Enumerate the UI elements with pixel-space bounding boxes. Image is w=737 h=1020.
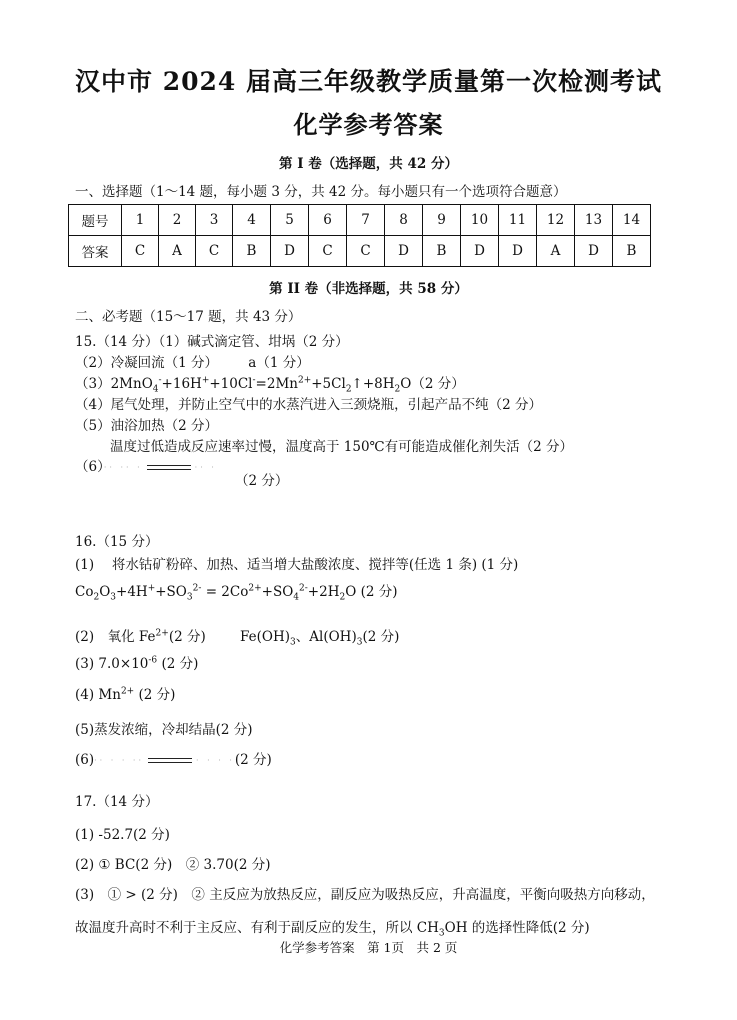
q15-line-1: 15.（14 分）（1）碱式滴定管、坩埚（2 分） bbox=[75, 334, 349, 350]
table-cell: 4 bbox=[233, 205, 271, 236]
table-cell: C bbox=[347, 236, 385, 267]
table-cell: 1 bbox=[122, 205, 159, 236]
part2-instruction: 二、必考题（15～17 题，共 43 分） bbox=[75, 309, 302, 325]
answer-table bbox=[68, 204, 651, 267]
q15-line-2b: a（1 分） bbox=[248, 355, 310, 371]
q15-line-6-score: （2 分） bbox=[235, 473, 289, 489]
table-cell: D bbox=[499, 236, 537, 267]
q15-line-6: （6）·· ·· · ·· · bbox=[75, 459, 217, 475]
table-cell: C bbox=[309, 236, 347, 267]
equilibrium-equals-icon bbox=[148, 758, 192, 764]
q16-line-4: (4) $Mn^{2+}$ (2 分) bbox=[75, 686, 176, 703]
table-cell: 14 bbox=[613, 205, 651, 236]
table-cell: 9 bbox=[423, 205, 461, 236]
table-cell: 13 bbox=[575, 205, 613, 236]
table-cell: 10 bbox=[461, 205, 499, 236]
faint-equation-image: ·· · · ·· bbox=[94, 756, 145, 765]
q15-line-4: （4）尾气处理，并防止空气中的水蒸汽进入三颈烧瓶，引起产品不纯（2 分） bbox=[75, 397, 542, 413]
table-cell: 7 bbox=[347, 205, 385, 236]
q15-line-5: （5）油浴加热（2 分） bbox=[75, 418, 218, 434]
table-cell: 11 bbox=[499, 205, 537, 236]
equilibrium-equals-icon bbox=[147, 465, 191, 471]
q16-line-5: (5)蒸发浓缩，冷却结晶(2 分) bbox=[75, 722, 253, 738]
table-cell: 8 bbox=[385, 205, 423, 236]
table-cell: 6 bbox=[309, 205, 347, 236]
table-row-label: 答案 bbox=[69, 236, 122, 267]
part1-instruction: 一、选择题（1～14 题，每小题 3 分，共 42 分。每小题只有一个选项符合题意） bbox=[75, 184, 567, 200]
table-cell: D bbox=[575, 236, 613, 267]
table-row-numbers bbox=[69, 205, 651, 236]
table-cell: A bbox=[537, 236, 575, 267]
q15-line-2a: （2）冷凝回流（1 分） bbox=[75, 355, 218, 371]
q16-line-3: (3) $7.0\times 10^{-6}$ (2 分) bbox=[75, 655, 199, 672]
table-cell: B bbox=[423, 236, 461, 267]
q15-line-3: $(3)2MnO_4^-+16H^++10Cl^-=2Mn^{2+}+5Cl_2↑+8H_2O(2$ 分） bbox=[75, 375, 465, 395]
q16-title: 16.（15 分） bbox=[75, 534, 159, 550]
q15-line-5b: 温度过低造成反应速率过慢，温度高于 150℃有可能造成催化剂失活（2 分） bbox=[110, 439, 574, 455]
faint-equation-image: ·· ·· · bbox=[103, 463, 143, 472]
table-cell: 3 bbox=[196, 205, 233, 236]
table-cell: D bbox=[385, 236, 423, 267]
table-cell: D bbox=[271, 236, 309, 267]
table-cell: C bbox=[196, 236, 233, 267]
part2-heading: 第 II 卷（非选择题，共 58 分） bbox=[269, 281, 468, 297]
q17-line-3: (3) ① > (2 分) ② 主反应为放热反应，副反应为吸热反应，升高温度，平衡向吸热方向移动， bbox=[75, 887, 655, 903]
q17-line-4: 故温度升高时不利于主反应、有利于副反应的发生，所以 $CH_3OH$ 的选择性降低(2 分) bbox=[75, 920, 590, 939]
table-cell: A bbox=[159, 236, 196, 267]
table-row-label: 题号 bbox=[69, 205, 122, 236]
faint-equation-image: ·· · bbox=[194, 463, 217, 472]
table-cell: 5 bbox=[271, 205, 309, 236]
q16-line-1: (1) 将水钴矿粉碎、加热、适当增大盐酸浓度、搅拌等(任选 1 条) (1 分) bbox=[75, 557, 519, 573]
q17-line-2: (2) ① BC(2 分) ② 3.70(2 分) bbox=[75, 857, 271, 873]
q17-title: 17.（14 分） bbox=[75, 794, 159, 810]
page-footer: 化学参考答案 第 1页 共 2 页 bbox=[279, 940, 458, 955]
part1-heading: 第 I 卷（选择题，共 42 分） bbox=[279, 156, 458, 172]
table-cell: B bbox=[233, 236, 271, 267]
q15-line-2 bbox=[75, 351, 310, 371]
faint-equation-image: · · · · bbox=[196, 756, 235, 765]
table-cell: 12 bbox=[537, 205, 575, 236]
table-cell: D bbox=[461, 236, 499, 267]
q16-equation: $Co_2O_3+4H^++SO_3^{2-} = 2Co^{2+}+SO_4^{2-}+2H_2O$ (2 分) bbox=[75, 583, 398, 603]
table-row-answers bbox=[69, 236, 651, 267]
table-cell: C bbox=[122, 236, 159, 267]
q16-line-6: (6)·· · · ·· · · · ·(2 分) bbox=[75, 752, 272, 768]
table-cell: 2 bbox=[159, 205, 196, 236]
q17-line-1: (1) -52.7(2 分) bbox=[75, 827, 170, 843]
q16-line-2: (2) 氧化 $Fe^{2+}(2$ 分) $Fe(OH)_3$、$Al(OH)_3(2$ 分) bbox=[75, 628, 400, 648]
page-subtitle: 化学参考答案 bbox=[293, 110, 444, 139]
table-cell: B bbox=[613, 236, 651, 267]
page-title: 汉中市 2024 届高三年级教学质量第一次检测考试 bbox=[75, 67, 662, 96]
